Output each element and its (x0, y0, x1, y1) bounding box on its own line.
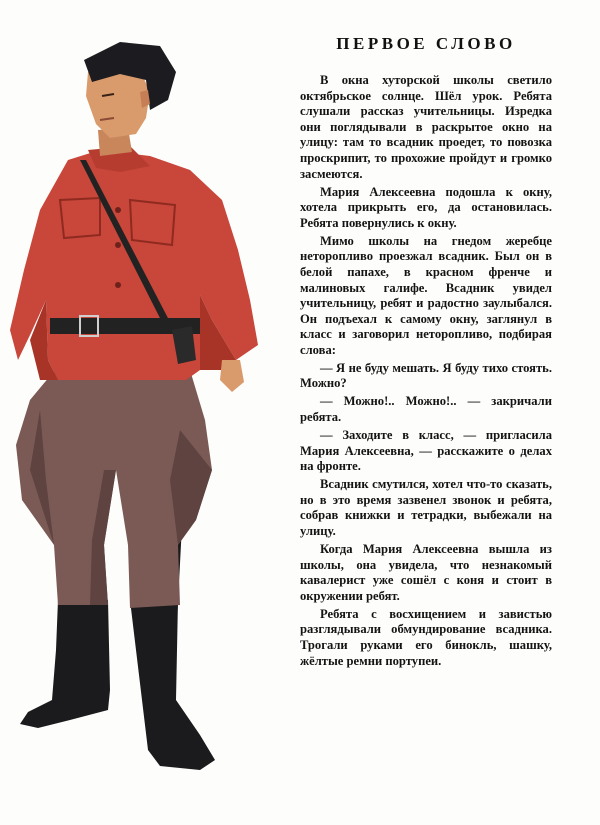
hand (220, 360, 244, 392)
article (300, 34, 552, 671)
story-paragraph: В окна хуторской школы светило октябрьское солнце. Шёл урок. Ребята слушали рассказ учительницы. Изредка они поглядывали в раскрытое окно на улицу: там то всадник проедет, то повозка проскрипит, то прохожие пройдут и громко засмеются. (300, 73, 552, 181)
tunic-button (115, 207, 121, 213)
left-boot (20, 600, 110, 728)
story-paragraph: Когда Мария Алексеевна вышла из школы, она увидела, что незнакомый кавалерист уже сошёл с коня и стоит в окружении ребят. (300, 541, 552, 603)
tunic-button (115, 282, 121, 288)
story-title: ПЕРВОЕ СЛОВО (336, 34, 516, 53)
story-paragraph: Всадник смутился, хотел что-то сказать, но в это время зазвенел звонок и ребята, собрав книжки и тетрадки, выбежали на улицу. (300, 477, 552, 538)
story-paragraph: — Можно!.. Можно!.. — закричали ребята. (300, 394, 552, 425)
right-boot (130, 600, 215, 770)
tunic-button (115, 242, 121, 248)
story-paragraph: Ребята с восхищением и завистью разглядывали обмундирование всадника. Трогали руками его бинокль, шашку, жёлтые ремни портупеи. (300, 606, 552, 668)
story-paragraph: Мария Алексеевна подошла к окну, хотела прикрыть его, да остановилась. Ребята повернулись к окну. (300, 184, 552, 230)
story-paragraph: — Я не буду мешать. Я буду тихо стоять. Можно? (300, 360, 552, 391)
story-paragraph: — Заходите в класс, — пригласила Мария Алексеевна, — расскажите о делах на фронте. (300, 428, 552, 474)
story-paragraph: Мимо школы на гнедом жеребце неторопливо проезжал всадник. Был он в белой папахе, в красном френче и малиновых галифе. Всадник увидел учительницу, ребят и радостно заулыбался. Он подъехал к самому окну, заглянул в класс и заговорил неторопливо, подбирая слова: (300, 233, 552, 357)
